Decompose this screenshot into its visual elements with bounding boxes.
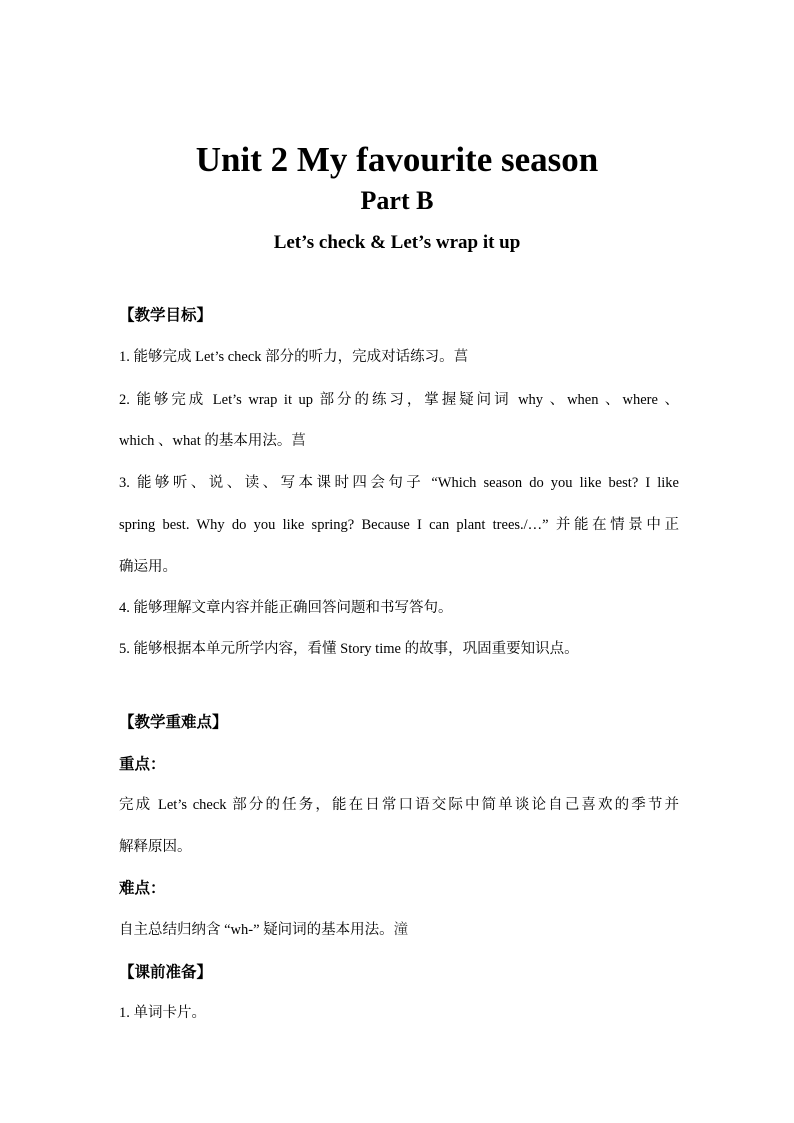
preparation-item-1: 1. 单词卡片。 <box>119 1005 206 1021</box>
part-title: Part B <box>360 186 434 215</box>
objective-3-cont: spring best. Why do you like spring? Because I can plant trees./…” 并能在情景中正 <box>119 517 679 533</box>
objective-2: 2. 能够完成 Let’s wrap it up 部分的练习，掌握疑问词 why 、when 、where 、 <box>119 392 679 408</box>
objective-1-text: 1. 能够完成 Let’s check 部分的听力，完成对话练习。 <box>119 349 454 365</box>
unit-title: Unit 2 My favourite season <box>195 140 599 179</box>
key-points-heading: 【教学重难点】 <box>119 713 228 731</box>
difficulty-line <box>119 920 679 940</box>
objective-2-cont <box>119 431 679 451</box>
objective-5: 5. 能够根据本单元所学内容，看懂 Story time 的故事，巩固重要知识点。 <box>119 641 579 657</box>
objective-3: 3. 能够听、说、读、写本课时四会句子 “Which season do you like best? I like <box>119 475 679 491</box>
difficulty-text: 自主总结归纳含 “wh-” 疑问词的基本用法。 <box>119 922 394 938</box>
objectives-heading: 【教学目标】 <box>119 306 213 324</box>
section-title: Let’s check & Let’s wrap it up <box>273 232 521 253</box>
focus-label: 重点： <box>119 755 166 773</box>
preparation-heading: 【课前准备】 <box>119 963 213 981</box>
focus-line-2: 解释原因。 <box>119 839 192 855</box>
ocr-mark: 潼 <box>393 922 409 938</box>
objective-2-cont-text: which 、what 的基本用法。 <box>119 433 292 449</box>
objective-1 <box>119 347 679 367</box>
objective-3-end: 确运用。 <box>119 559 177 575</box>
objective-4: 4. 能够理解文章内容并能正确回答问题和书写答句。 <box>119 600 453 616</box>
ocr-mark: 菖 <box>453 349 469 365</box>
difficulty-label: 难点： <box>119 879 166 897</box>
focus-line-1: 完成 Let’s check 部分的任务，能在日常口语交际中简单谈论自己喜欢的季节并 <box>119 797 679 813</box>
ocr-mark: 菖 <box>291 433 306 449</box>
